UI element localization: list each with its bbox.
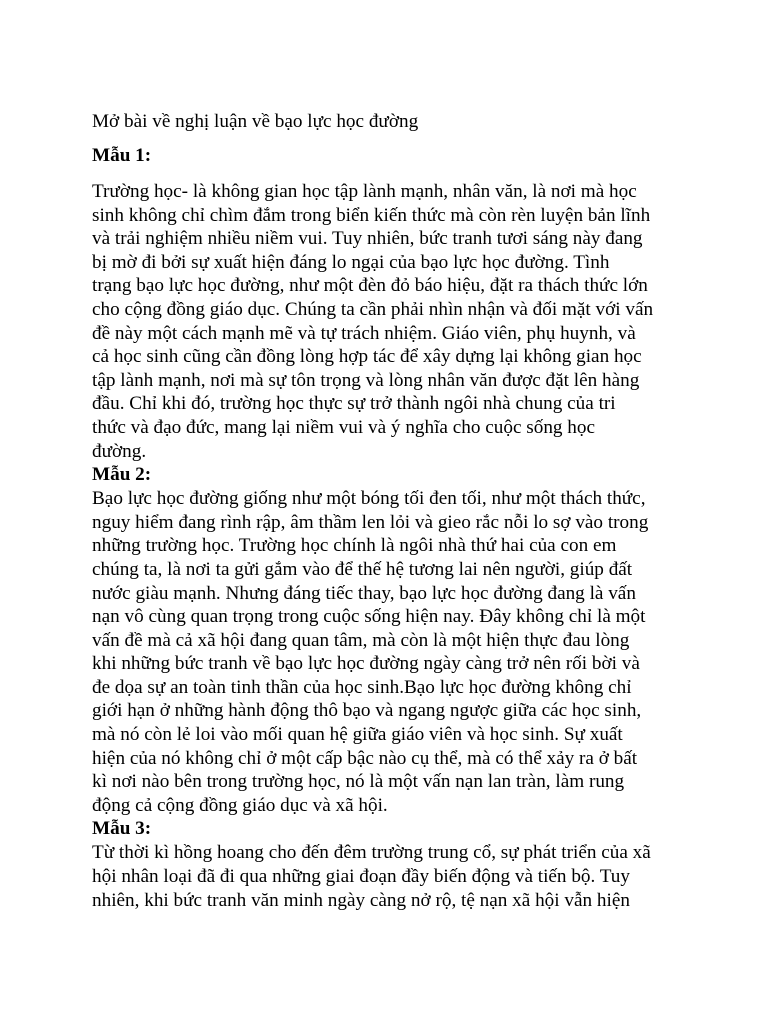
text-line: hiện của nó không chỉ ở một cấp bậc nào cụ thể, mà có thể xảy ra ở bất — [92, 747, 638, 769]
text-line: những trường học. Trường học chính là ngôi nhà thứ hai của con em — [92, 535, 617, 557]
text-line: đề này một cách mạnh mẽ và tự trách nhiệm. Giáo viên, phụ huynh, và — [92, 322, 636, 344]
text-line: cho cộng đồng giáo dục. Chúng ta cần phải nhìn nhận và đối mặt với vấn — [92, 298, 654, 320]
text-line: đường. — [92, 440, 147, 462]
text-line: đầu. Chỉ khi đó, trường học thực sự trở thành ngôi nhà chung của tri — [92, 393, 616, 415]
text-line: cả học sinh cũng cần đồng lòng hợp tác để xây dựng lại không gian học — [92, 346, 642, 368]
section-3-paragraph — [92, 841, 692, 912]
text-line: tập lành mạnh, nơi mà sự tôn trọng và lòng nhân văn được đặt lên hàng — [92, 369, 640, 391]
text-line: nạn vô cùng quan trọng trong cuộc sống hiện nay. Đây không chỉ là một — [92, 606, 646, 628]
text-line: mà nó còn lẻ loi vào mối quan hệ giữa giáo viên và học sinh. Sự xuất — [92, 724, 623, 746]
text-line: thức và đạo đức, mang lại niềm vui và ý nghĩa cho cuộc sống học — [92, 416, 596, 438]
section-2-paragraph — [92, 487, 692, 817]
text-line: nước giàu mạnh. Nhưng đáng tiếc thay, bạo lực học đường đang là vấn — [92, 582, 636, 604]
section-2-heading: Mẫu 2: — [92, 464, 152, 486]
text-line: hội nhân loại đã đi qua những giai đoạn đầy biến động và tiến bộ. Tuy — [92, 866, 630, 888]
text-line: Từ thời kì hồng hoang cho đến đêm trường trung cổ, sự phát triển của xã — [92, 842, 651, 864]
text-line: kì nơi nào bên trong trường học, nó là một vấn nạn lan tràn, làm rung — [92, 771, 625, 793]
text-line: động cả cộng đồng giáo dục và xã hội. — [92, 794, 388, 816]
text-line: nguy hiểm đang rình rập, âm thầm len lỏi và gieo rắc nỗi lo sợ vào trong — [92, 511, 649, 533]
text-line: Bạo lực học đường giống như một bóng tối đen tối, như một thách thức, — [92, 488, 646, 510]
document-title: Mở bài về nghị luận về bạo lực học đường — [92, 111, 419, 132]
section-1-heading: Mẫu 1: — [92, 145, 152, 166]
text-line: sinh không chỉ chìm đắm trong biển kiến thức mà còn rèn luyện bản lĩnh — [92, 204, 651, 226]
text-line: giới hạn ở những hành động thô bạo và ngang ngược giữa các học sinh, — [92, 700, 642, 722]
text-line: vấn đề mà cả xã hội đang quan tâm, mà còn là một hiện thực đau lòng — [92, 629, 630, 651]
text-line: đe dọa sự an toàn tinh thần của học sinh.Bạo lực học đường không chỉ — [92, 676, 632, 698]
text-line: chúng ta, là nơi ta gửi gắm vào để thế hệ tương lai nên người, giúp đất — [92, 558, 633, 580]
text-line: bị mờ đi bởi sự xuất hiện đáng lo ngại của bạo lực học đường. Tình — [92, 251, 610, 273]
text-line: khi những bức tranh về bạo lực học đường ngày càng trở nên rối bời và — [92, 653, 640, 675]
text-line: nhiên, khi bức tranh văn minh ngày càng nở rộ, tệ nạn xã hội vẫn hiện — [92, 889, 630, 911]
section-3-heading: Mẫu 3: — [92, 818, 152, 840]
text-line: và trải nghiệm nhiều niềm vui. Tuy nhiên, bức tranh tươi sáng này đang — [92, 228, 643, 250]
text-line: Trường học- là không gian học tập lành mạnh, nhân văn, là nơi mà học — [92, 181, 637, 202]
section-1-paragraph — [92, 180, 692, 463]
document-page — [92, 108, 692, 912]
text-line: trạng bạo lực học đường, như một đèn đỏ báo hiệu, đặt ra thách thức lớn — [92, 275, 648, 297]
